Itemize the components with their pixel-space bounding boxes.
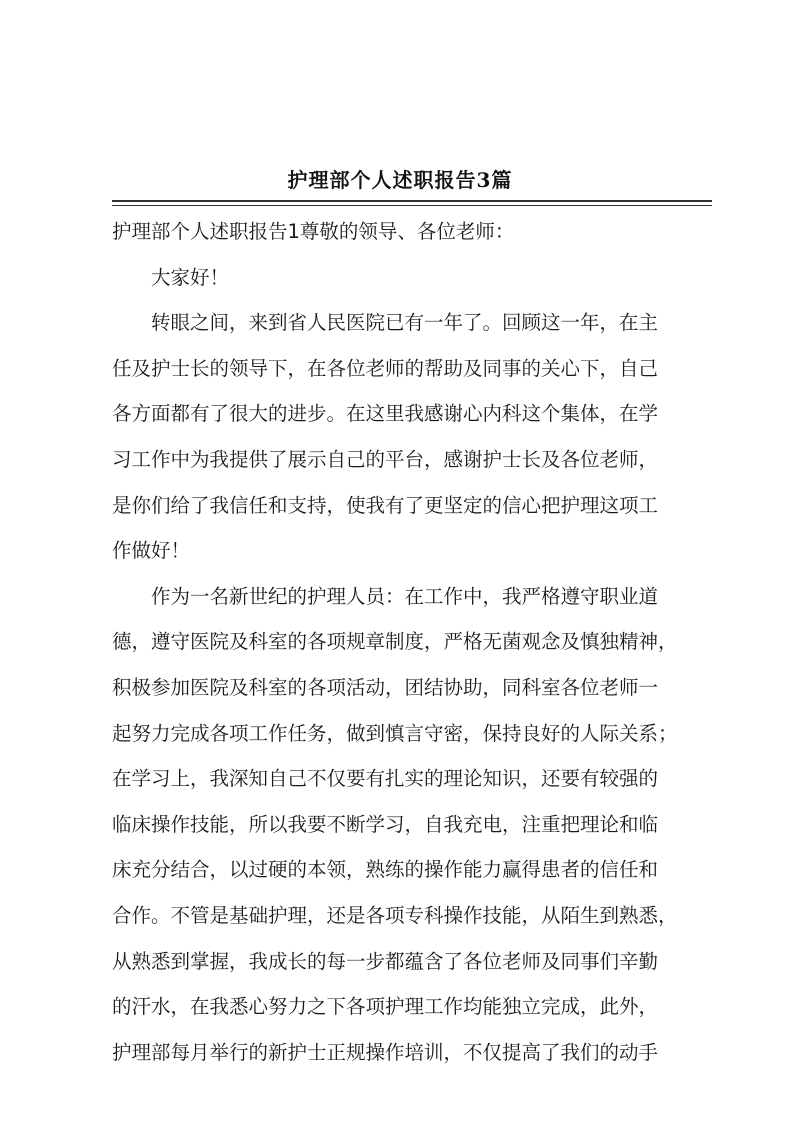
body-line: 合作。不管是基础护理，还是各项专科操作技能，从陌生到熟悉， [112,903,678,927]
body-line: 各方面都有了很大的进步。在这里我感谢心内科这个集体，在学 [112,402,659,426]
title-rule-thin [112,205,712,206]
body-line: 积极参加医院及科室的各项活动，团结协助，同科室各位老师一 [112,675,659,699]
body-line: 护理部个人述职报告1尊敬的领导、各位老师： [112,220,515,243]
title-rule-thick [112,200,712,202]
body-line: 作为一名新世纪的护理人员：在工作中，我严格遵守职业道 [151,584,659,608]
body-line: 床充分结合，以过硬的本领，熟练的操作能力赢得患者的信任和 [112,858,659,882]
body-line: 是你们给了我信任和支持，使我有了更坚定的信心把护理这项工 [112,493,659,517]
body-line: 任及护士长的领导下，在各位老师的帮助及同事的关心下，自己 [112,356,659,380]
body-line: 转眼之间，来到省人民医院已有一年了。回顾这一年，在主 [151,311,659,335]
body-line: 在学习上，我深知自己不仅要有扎实的理论知识，还要有较强的 [112,767,659,791]
body-line: 德，遵守医院及科室的各项规章制度，严格无菌观念及慎独精神， [112,630,678,654]
body-line: 起努力完成各项工作任务，做到慎言守密，保持良好的人际关系； [112,721,678,745]
document-title: 护理部个人述职报告3篇 [287,168,513,192]
body-line: 临床操作技能，所以我要不断学习，自我充电，注重把理论和临 [112,812,659,836]
document-body [112,216,712,1069]
body-line: 大家好！ [151,265,230,289]
body-line: 作做好！ [112,539,191,563]
body-line: 护理部每月举行的新护士正规操作培训，不仅提高了我们的动手 [112,1040,659,1064]
body-line: 习工作中为我提供了展示自己的平台，感谢护士长及各位老师， [112,447,659,471]
body-line: 从熟悉到掌握，我成长的每一步都蕴含了各位老师及同事们辛勤 [112,949,659,973]
body-line: 的汗水，在我悉心努力之下各项护理工作均能独立完成，此外， [112,995,659,1019]
